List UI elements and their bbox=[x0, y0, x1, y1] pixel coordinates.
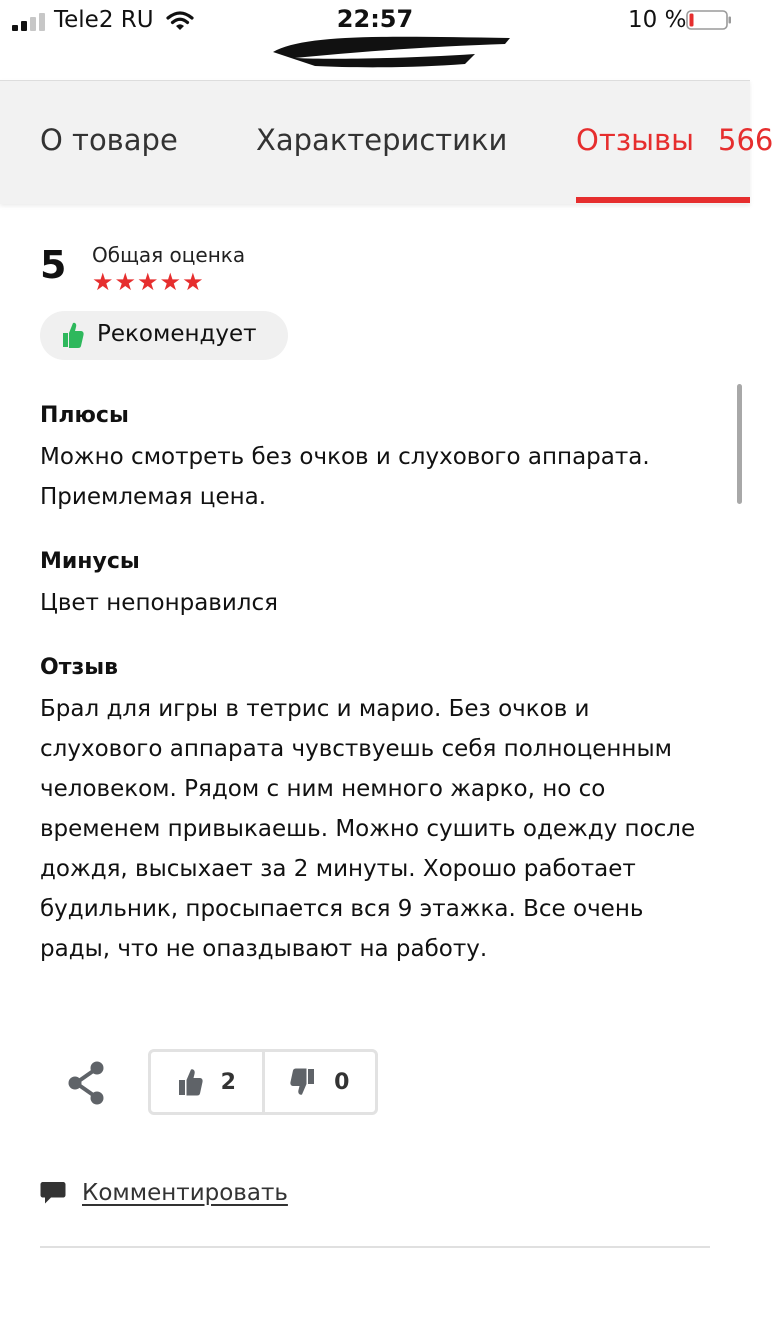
share-icon[interactable] bbox=[66, 1061, 106, 1105]
dislike-count: 0 bbox=[334, 1069, 350, 1095]
tab-about-label: О товаре bbox=[40, 123, 178, 157]
comment-icon bbox=[40, 1181, 66, 1205]
like-count: 2 bbox=[220, 1069, 236, 1095]
like-button[interactable] bbox=[151, 1052, 262, 1112]
cons-text: Цвет непонравился bbox=[40, 590, 278, 616]
tab-about[interactable] bbox=[40, 123, 178, 157]
tab-specs[interactable] bbox=[256, 123, 507, 157]
recommend-badge bbox=[40, 311, 288, 360]
overall-rating-label: Общая оценка bbox=[92, 243, 246, 267]
clock: 22:57 bbox=[336, 5, 414, 33]
thumb-up-icon bbox=[177, 1067, 203, 1097]
battery-percent: 10 % bbox=[628, 7, 687, 33]
review-divider bbox=[40, 1246, 710, 1248]
review-text: Брал для игры в тетрис и марио. Без очков и слухового аппарата чувствуешь себя полноценным человеком. Рядом с ним немного жарко, но со временем привыкаешь. Можно сушить одежду после дождя, высыхает за 2 минуты. Хорошо работает будильник, просыпается вся 9 этажка. Все очень рады, что не опаздывают на работу. bbox=[40, 696, 696, 962]
comment-action[interactable] bbox=[40, 1180, 288, 1206]
thumb-up-green-icon bbox=[60, 321, 84, 349]
comment-link[interactable]: Комментировать bbox=[82, 1180, 288, 1206]
overall-rating-value: 5 bbox=[40, 243, 67, 287]
vote-buttons bbox=[148, 1049, 378, 1115]
dislike-button[interactable] bbox=[262, 1052, 376, 1112]
active-tab-indicator bbox=[576, 197, 750, 203]
review-title: Отзыв bbox=[40, 655, 119, 680]
tab-reviews-label: Отзывы bbox=[576, 123, 695, 157]
tab-specs-label: Характеристики bbox=[256, 123, 508, 157]
product-tabs bbox=[0, 80, 773, 204]
redaction-scribble bbox=[265, 24, 515, 74]
thumb-down-icon bbox=[290, 1067, 316, 1097]
battery-icon bbox=[686, 10, 732, 30]
pros-text: Можно смотреть без очков и слухового аппарата. Приемлемая цена. bbox=[40, 444, 650, 510]
tab-reviews-count: 566 bbox=[718, 123, 773, 157]
carrier-name: Tele2 RU bbox=[54, 7, 154, 33]
tab-reviews[interactable] bbox=[576, 123, 773, 157]
scrollbar-thumb[interactable] bbox=[737, 384, 742, 504]
cons-title: Минусы bbox=[40, 549, 140, 574]
pros-title: Плюсы bbox=[40, 403, 129, 428]
recommend-label: Рекомендует bbox=[97, 321, 257, 347]
rating-stars: ★★★★★ bbox=[92, 268, 205, 296]
status-bar bbox=[0, 0, 750, 80]
